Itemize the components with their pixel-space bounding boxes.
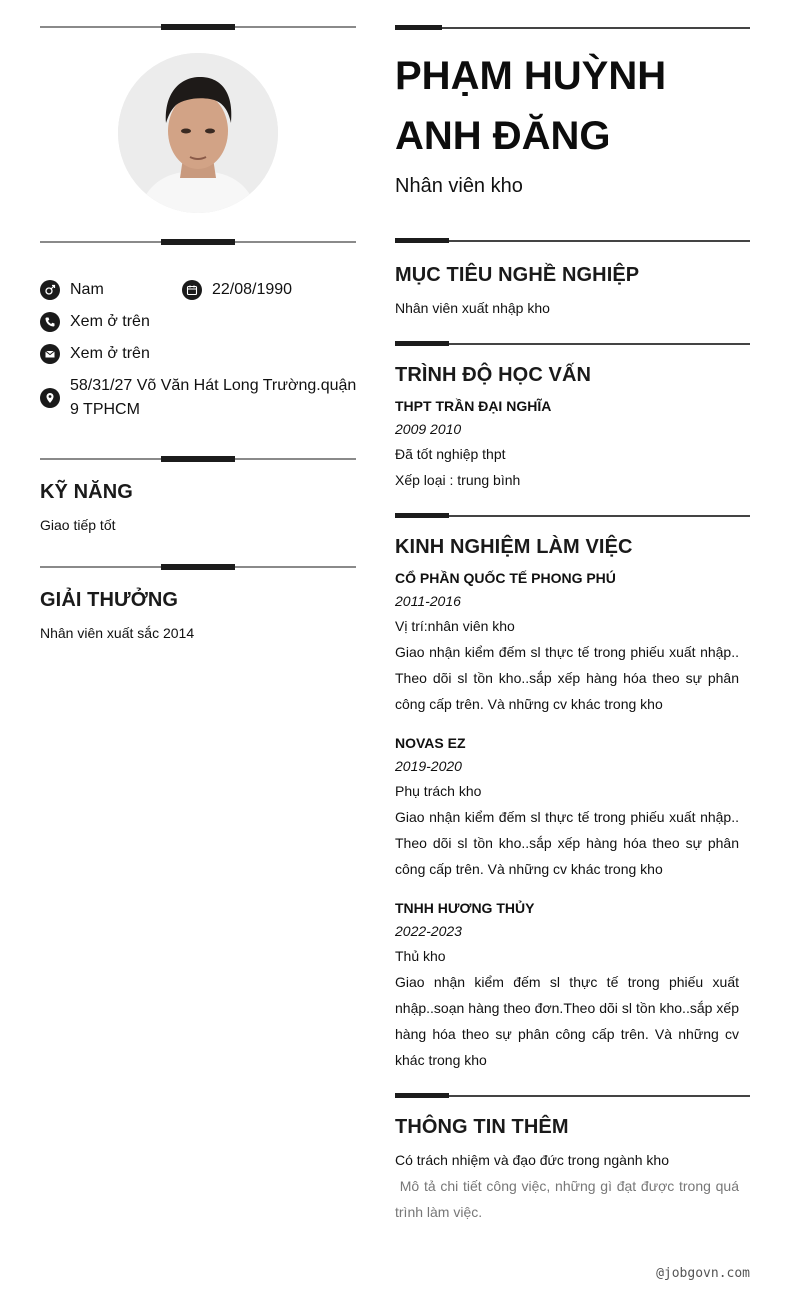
job-position: Phụ trách kho: [395, 783, 482, 799]
awards-title: GIẢI THƯỞNG: [40, 589, 179, 611]
birthday-row: [182, 278, 292, 302]
job-company: NOVAS EZ: [395, 735, 466, 751]
avatar: [118, 53, 278, 213]
address-line-2: 9 TPHCM: [70, 401, 140, 418]
calendar-icon: [182, 280, 202, 300]
mail-icon: [40, 344, 60, 364]
job-company: TNHH HƯƠNG THỦY: [395, 900, 535, 916]
phone-value: Xem ở trên: [70, 313, 150, 330]
job-period: 2011-2016: [395, 593, 461, 609]
objective-title: MỤC TIÊU NGHỀ NGHIỆP: [395, 264, 640, 286]
watermark: @jobgovn.com: [656, 1266, 750, 1281]
additional-divider: [395, 1095, 750, 1097]
email-row: [40, 342, 150, 366]
skills-text: Giao tiếp tốt: [40, 517, 116, 533]
skills-divider: [40, 458, 356, 460]
objective-divider: [395, 240, 750, 242]
additional-line-1: Có trách nhiệm và đạo đức trong ngành kho: [395, 1152, 669, 1168]
top-left-divider: [40, 26, 356, 28]
address-line-1: 58/31/27 Võ Văn Hát Long Trường.quận: [70, 377, 357, 394]
education-period: 2009 2010: [395, 421, 462, 437]
education-line-1: Đã tốt nghiệp thpt: [395, 446, 506, 462]
education-line-2: Xếp loại : trung bình: [395, 472, 521, 488]
job-description: Giao nhận kiểm đếm sl thực tế trong phiếu xuất nhập.. Theo dõi sl tồn kho..sắp xếp hàng hóa theo sự phân công cấp trên. Và những cv khác trong kho: [395, 644, 739, 712]
gender-row: [40, 278, 104, 302]
awards-divider: [40, 566, 356, 568]
profile-divider: [40, 241, 356, 243]
candidate-name: [395, 46, 755, 166]
experience-title: KINH NGHIỆM LÀM VIỆC: [395, 536, 633, 558]
additional-title: THÔNG TIN THÊM: [395, 1116, 569, 1138]
job-title: Nhân viên kho: [395, 175, 523, 197]
email-value: Xem ở trên: [70, 345, 150, 362]
birthday-value: 22/08/1990: [212, 281, 293, 298]
name-line-2: ANH ĐĂNG: [395, 114, 611, 158]
address-row: [40, 374, 360, 422]
job-period: 2019-2020: [395, 758, 462, 774]
job-description: Giao nhận kiểm đếm sl thực tế trong phiếu xuất nhập..soạn hàng theo đơn.Theo dõi sl tồn kho..sắp xếp hàng hóa theo sự phân công cấp trên. Và những cv khác trong kho: [395, 974, 739, 1068]
header-divider: [395, 27, 750, 29]
address-value: [70, 374, 356, 422]
gender-icon: [40, 280, 60, 300]
phone-row: [40, 310, 150, 334]
awards-text: Nhân viên xuất sắc 2014: [40, 625, 195, 641]
job-position: Thủ kho: [395, 948, 446, 964]
experience-divider: [395, 515, 750, 517]
additional-line-2: Mô tả chi tiết công việc, những gì đạt được trong quá trình làm việc.: [395, 1178, 743, 1220]
school-name: THPT TRẦN ĐẠI NGHĨA: [395, 398, 552, 414]
job-position: Vị trí:nhân viên kho: [395, 618, 515, 634]
name-line-1: PHẠM HUỲNH: [395, 54, 667, 98]
gender-value: Nam: [70, 281, 104, 298]
job-company: CỔ PHẦN QUỐC TẾ PHONG PHÚ: [395, 570, 616, 586]
education-title: TRÌNH ĐỘ HỌC VẤN: [395, 364, 592, 386]
skills-title: KỸ NĂNG: [40, 481, 133, 503]
phone-icon: [40, 312, 60, 332]
job-description: Giao nhận kiểm đếm sl thực tế trong phiếu xuất nhập.. Theo dõi sl tồn kho..sắp xếp hàng hóa theo sự phân công cấp trên. Và những cv khác trong kho: [395, 809, 739, 877]
education-divider: [395, 343, 750, 345]
objective-text: Nhân viên xuất nhập kho: [395, 300, 550, 316]
location-pin-icon: [40, 388, 60, 408]
job-period: 2022-2023: [395, 923, 462, 939]
